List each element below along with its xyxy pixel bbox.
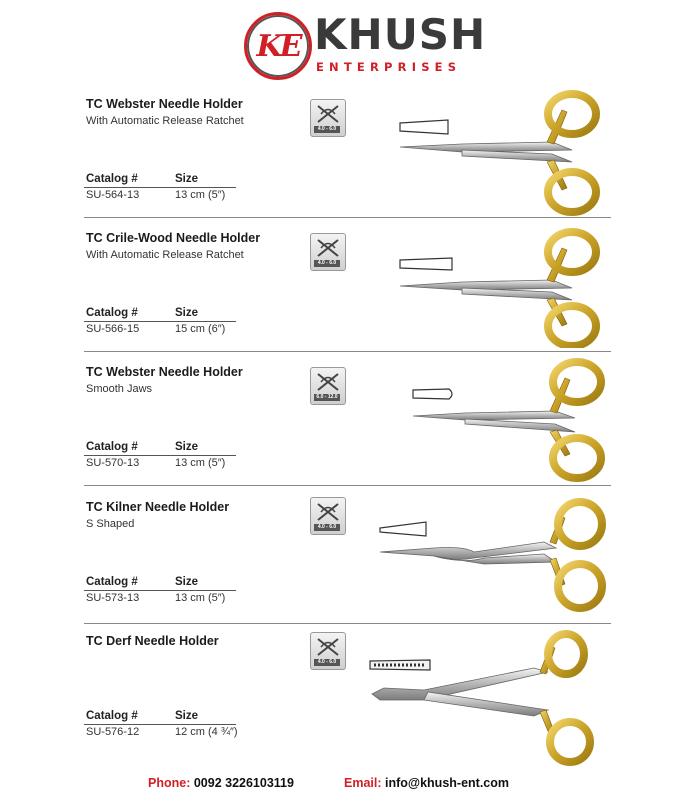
needle-holder-image	[364, 628, 614, 766]
suture-range-badge	[310, 99, 346, 137]
catalog-number: SU-576-12	[86, 726, 140, 738]
footer-phone	[148, 776, 294, 790]
suture-range: 4.0 - 6.0	[314, 659, 340, 666]
email-address[interactable]: info@khush-ent.com	[385, 776, 509, 790]
catalog-header: Catalog #	[86, 441, 138, 453]
header-rule	[84, 455, 236, 456]
suture-range: 4.0 - 6.0	[314, 524, 340, 531]
size-value: 13 cm (5″)	[175, 457, 226, 469]
product-subtitle: With Automatic Release Ratchet	[86, 249, 244, 261]
company-logo	[244, 10, 487, 82]
size-header: Size	[175, 710, 199, 722]
needle-suture-icon	[311, 100, 345, 126]
suture-range: 4.0 - 6.0	[314, 260, 340, 267]
product-subtitle: Smooth Jaws	[86, 383, 153, 395]
phone-number[interactable]: 0092 3226103119	[193, 776, 294, 790]
catalog-number: SU-566-15	[86, 323, 140, 335]
product-title: TC Kilner Needle Holder	[86, 500, 230, 514]
product-title: TC Webster Needle Holder	[86, 365, 243, 379]
catalog-header: Catalog #	[86, 710, 138, 722]
size-value: 13 cm (5″)	[175, 189, 226, 201]
suture-range: 4.0 - 6.0	[314, 126, 340, 133]
catalog-header: Catalog #	[86, 307, 138, 319]
catalog-header: Catalog #	[86, 576, 138, 588]
footer-email	[344, 776, 509, 790]
needle-suture-icon	[311, 368, 345, 394]
needle-holder-image	[374, 492, 614, 618]
needle-suture-icon	[311, 633, 345, 659]
header-rule	[84, 187, 236, 188]
needle-holder-image	[392, 90, 612, 216]
size-header: Size	[175, 441, 199, 453]
size-header: Size	[175, 576, 199, 588]
product-title: TC Webster Needle Holder	[86, 97, 243, 111]
header-rule	[84, 590, 236, 591]
size-value: 15 cm (6″)	[175, 323, 226, 335]
brand-subtitle: ENTERPRISES	[316, 60, 462, 74]
header-rule	[84, 321, 236, 322]
needle-suture-icon	[311, 498, 345, 524]
suture-range: 6.0 - 12.0	[314, 394, 340, 401]
size-header: Size	[175, 307, 199, 319]
catalog-number: SU-570-13	[86, 457, 140, 469]
header-rule	[84, 724, 236, 725]
section-divider	[84, 351, 611, 352]
logo-emblem	[244, 12, 312, 80]
size-value: 12 cm (4 ¾″)	[175, 726, 238, 738]
email-label: Email:	[344, 776, 382, 790]
product-title: TC Crile-Wood Needle Holder	[86, 231, 261, 245]
suture-range-badge	[310, 497, 346, 535]
size-header: Size	[175, 173, 199, 185]
section-divider	[84, 217, 611, 218]
phone-label: Phone:	[148, 776, 191, 790]
needle-holder-image	[405, 356, 615, 482]
needle-suture-icon	[311, 234, 345, 260]
catalog-header: Catalog #	[86, 173, 138, 185]
section-divider	[84, 485, 611, 486]
suture-range-badge	[310, 233, 346, 271]
product-title: TC Derf Needle Holder	[86, 634, 219, 648]
product-subtitle: With Automatic Release Ratchet	[86, 115, 244, 127]
needle-holder-image	[392, 222, 612, 348]
catalog-number: SU-573-13	[86, 592, 140, 604]
brand-name: KHUSH	[314, 10, 487, 59]
logo-mark: KE	[256, 28, 300, 64]
size-value: 13 cm (5″)	[175, 592, 226, 604]
section-divider	[84, 623, 611, 624]
suture-range-badge	[310, 367, 346, 405]
catalog-number: SU-564-13	[86, 189, 140, 201]
product-subtitle: S Shaped	[86, 518, 135, 530]
suture-range-badge	[310, 632, 346, 670]
